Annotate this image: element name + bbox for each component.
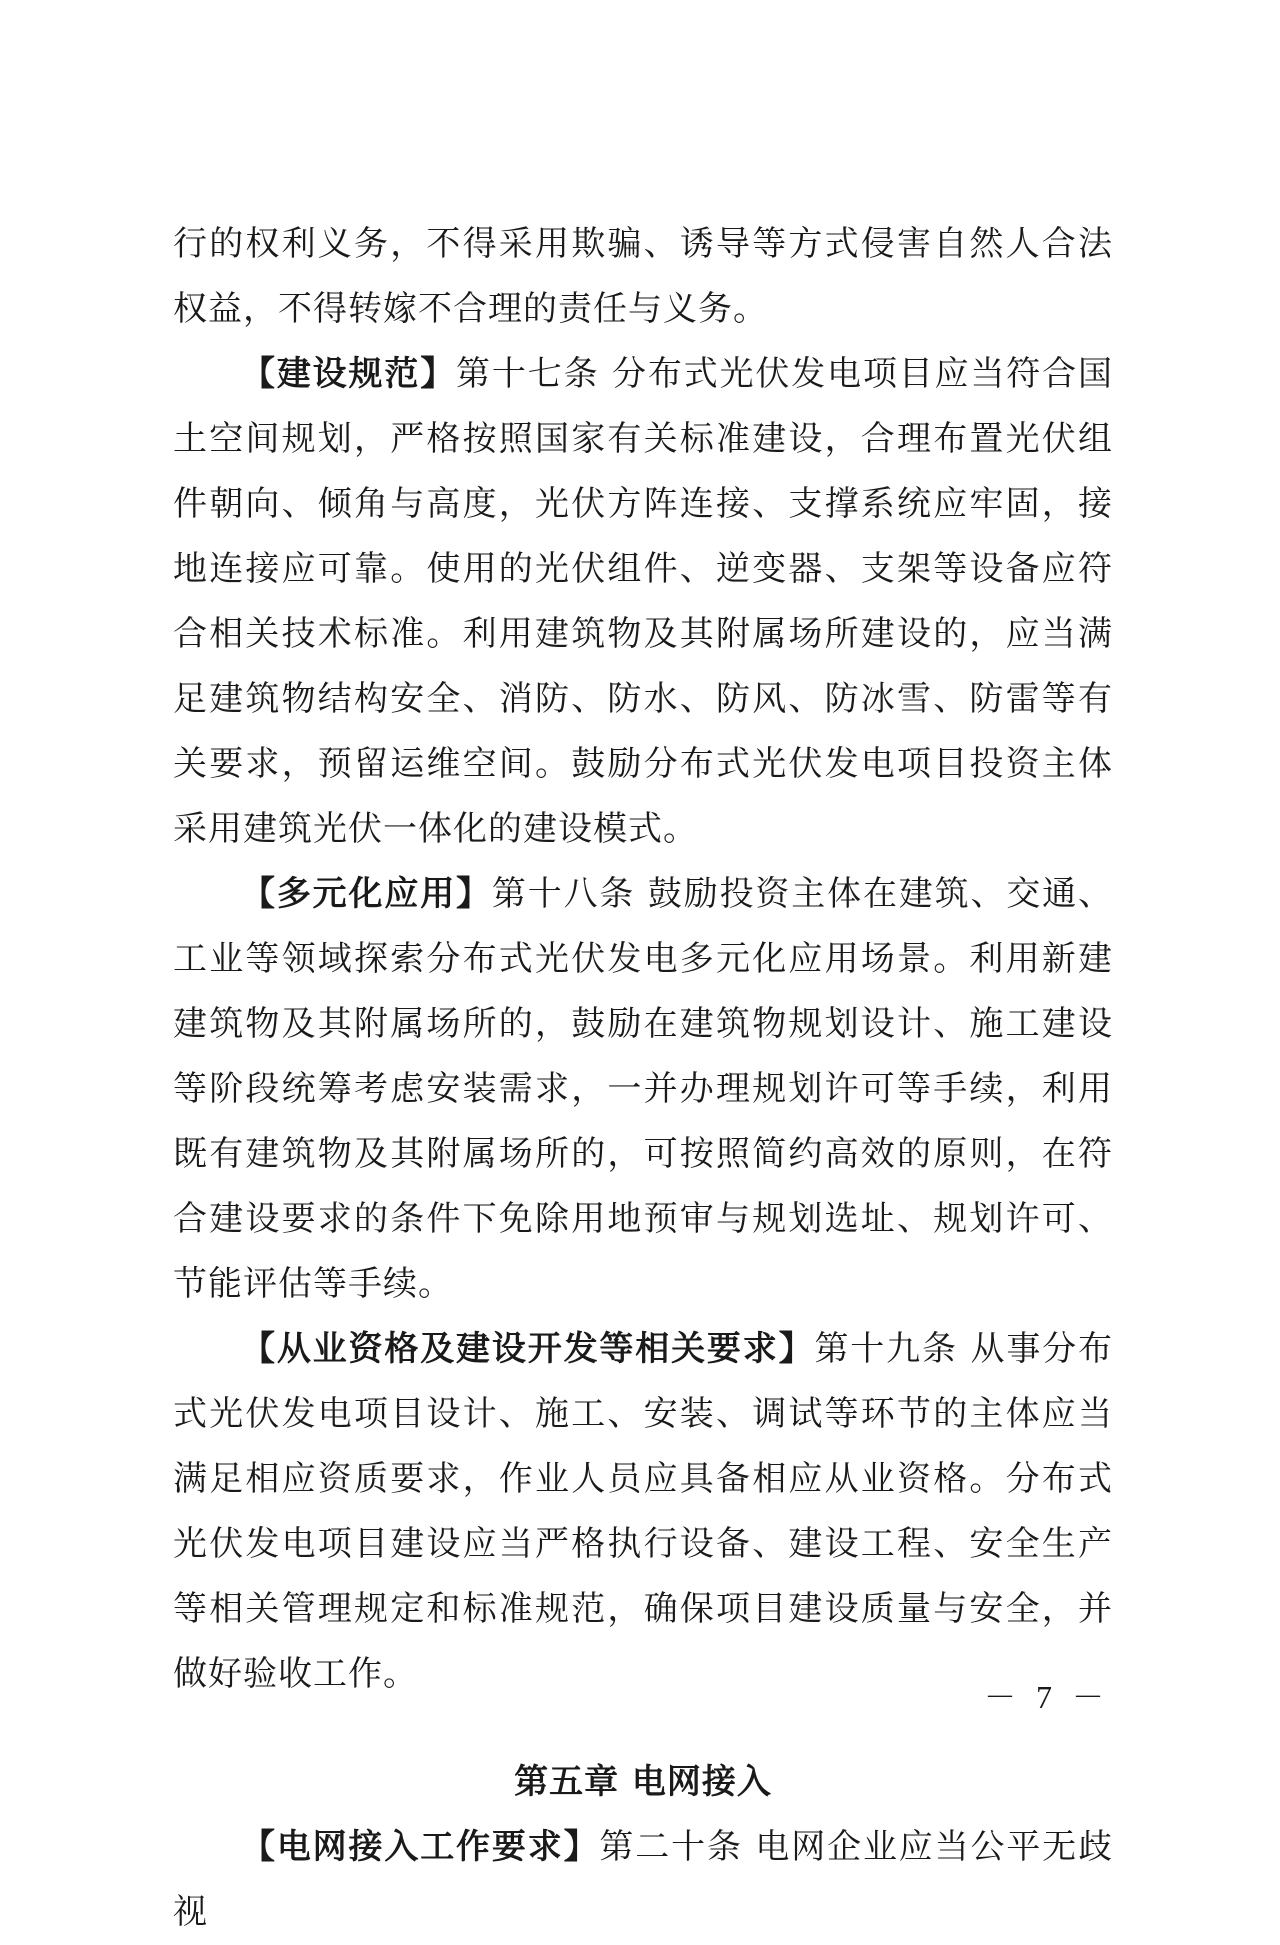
page-number: － 7 －: [983, 1679, 1110, 1715]
section-title: 【多元化应用】: [241, 874, 492, 914]
section-title: 【建设规范】: [241, 354, 457, 394]
paragraph-article-19: [173, 1317, 1113, 1707]
paragraph-article-18: [173, 862, 1113, 1317]
paragraph-text: 第十九条 从事分布式光伏发电项目设计、施工、安装、调试等环节的主体应当满足相应资质要求，作业人员应具备相应从业资格。分布式光伏发电项目建设应当严格执行设备、建设工程、安全生产等相关管理规定和标准规范，确保项目建设质量与安全，并做好验收工作。: [173, 1329, 1114, 1694]
paragraph-text: 第十七条 分布式光伏发电项目应当符合国土空间规划，严格按照国家有关标准建设，合理布置光伏组件朝向、倾角与高度，光伏方阵连接、支撑系统应牢固，接地连接应可靠。使用的光伏组件、逆变器、支架等设备应符合相关技术标准。利用建筑物及其附属场所建设的，应当满足建筑物结构安全、消防、防水、防风、防冰雪、防雷等有关要求，预留运维空间。鼓励分布式光伏发电项目投资主体采用建筑光伏一体化的建设模式。: [173, 354, 1113, 849]
paragraph-text: 第十八条 鼓励投资主体在建筑、交通、工业等领域探索分布式光伏发电多元化应用场景。利用新建建筑物及其附属场所的，鼓励在建筑物规划设计、施工建设等阶段统筹考虑安装需求，一并办理规划许可等手续，利用既有建筑物及其附属场所的，可按照简约高效的原则，在符合建设要求的条件下免除用地预审与规划选址、规划许可、节能评估等手续。: [173, 874, 1113, 1304]
paragraph-text: 第二十条 电网企业应当公平无歧视: [173, 1827, 1114, 1932]
paragraph-text: 行的权利义务，不得采用欺骗、诱导等方式侵害自然人合法权益，不得转嫁不合理的责任与义务。: [173, 224, 1113, 329]
section-title: 【电网接入工作要求】: [241, 1827, 600, 1867]
paragraph-article-17: [173, 342, 1113, 862]
paragraph-article-20: [173, 1815, 1113, 1945]
paragraph-continued: [173, 212, 1113, 342]
section-title: 【从业资格及建设开发等相关要求】: [241, 1329, 815, 1369]
chapter-heading: 第五章 电网接入: [514, 1762, 772, 1802]
document-body: [173, 212, 1113, 1945]
